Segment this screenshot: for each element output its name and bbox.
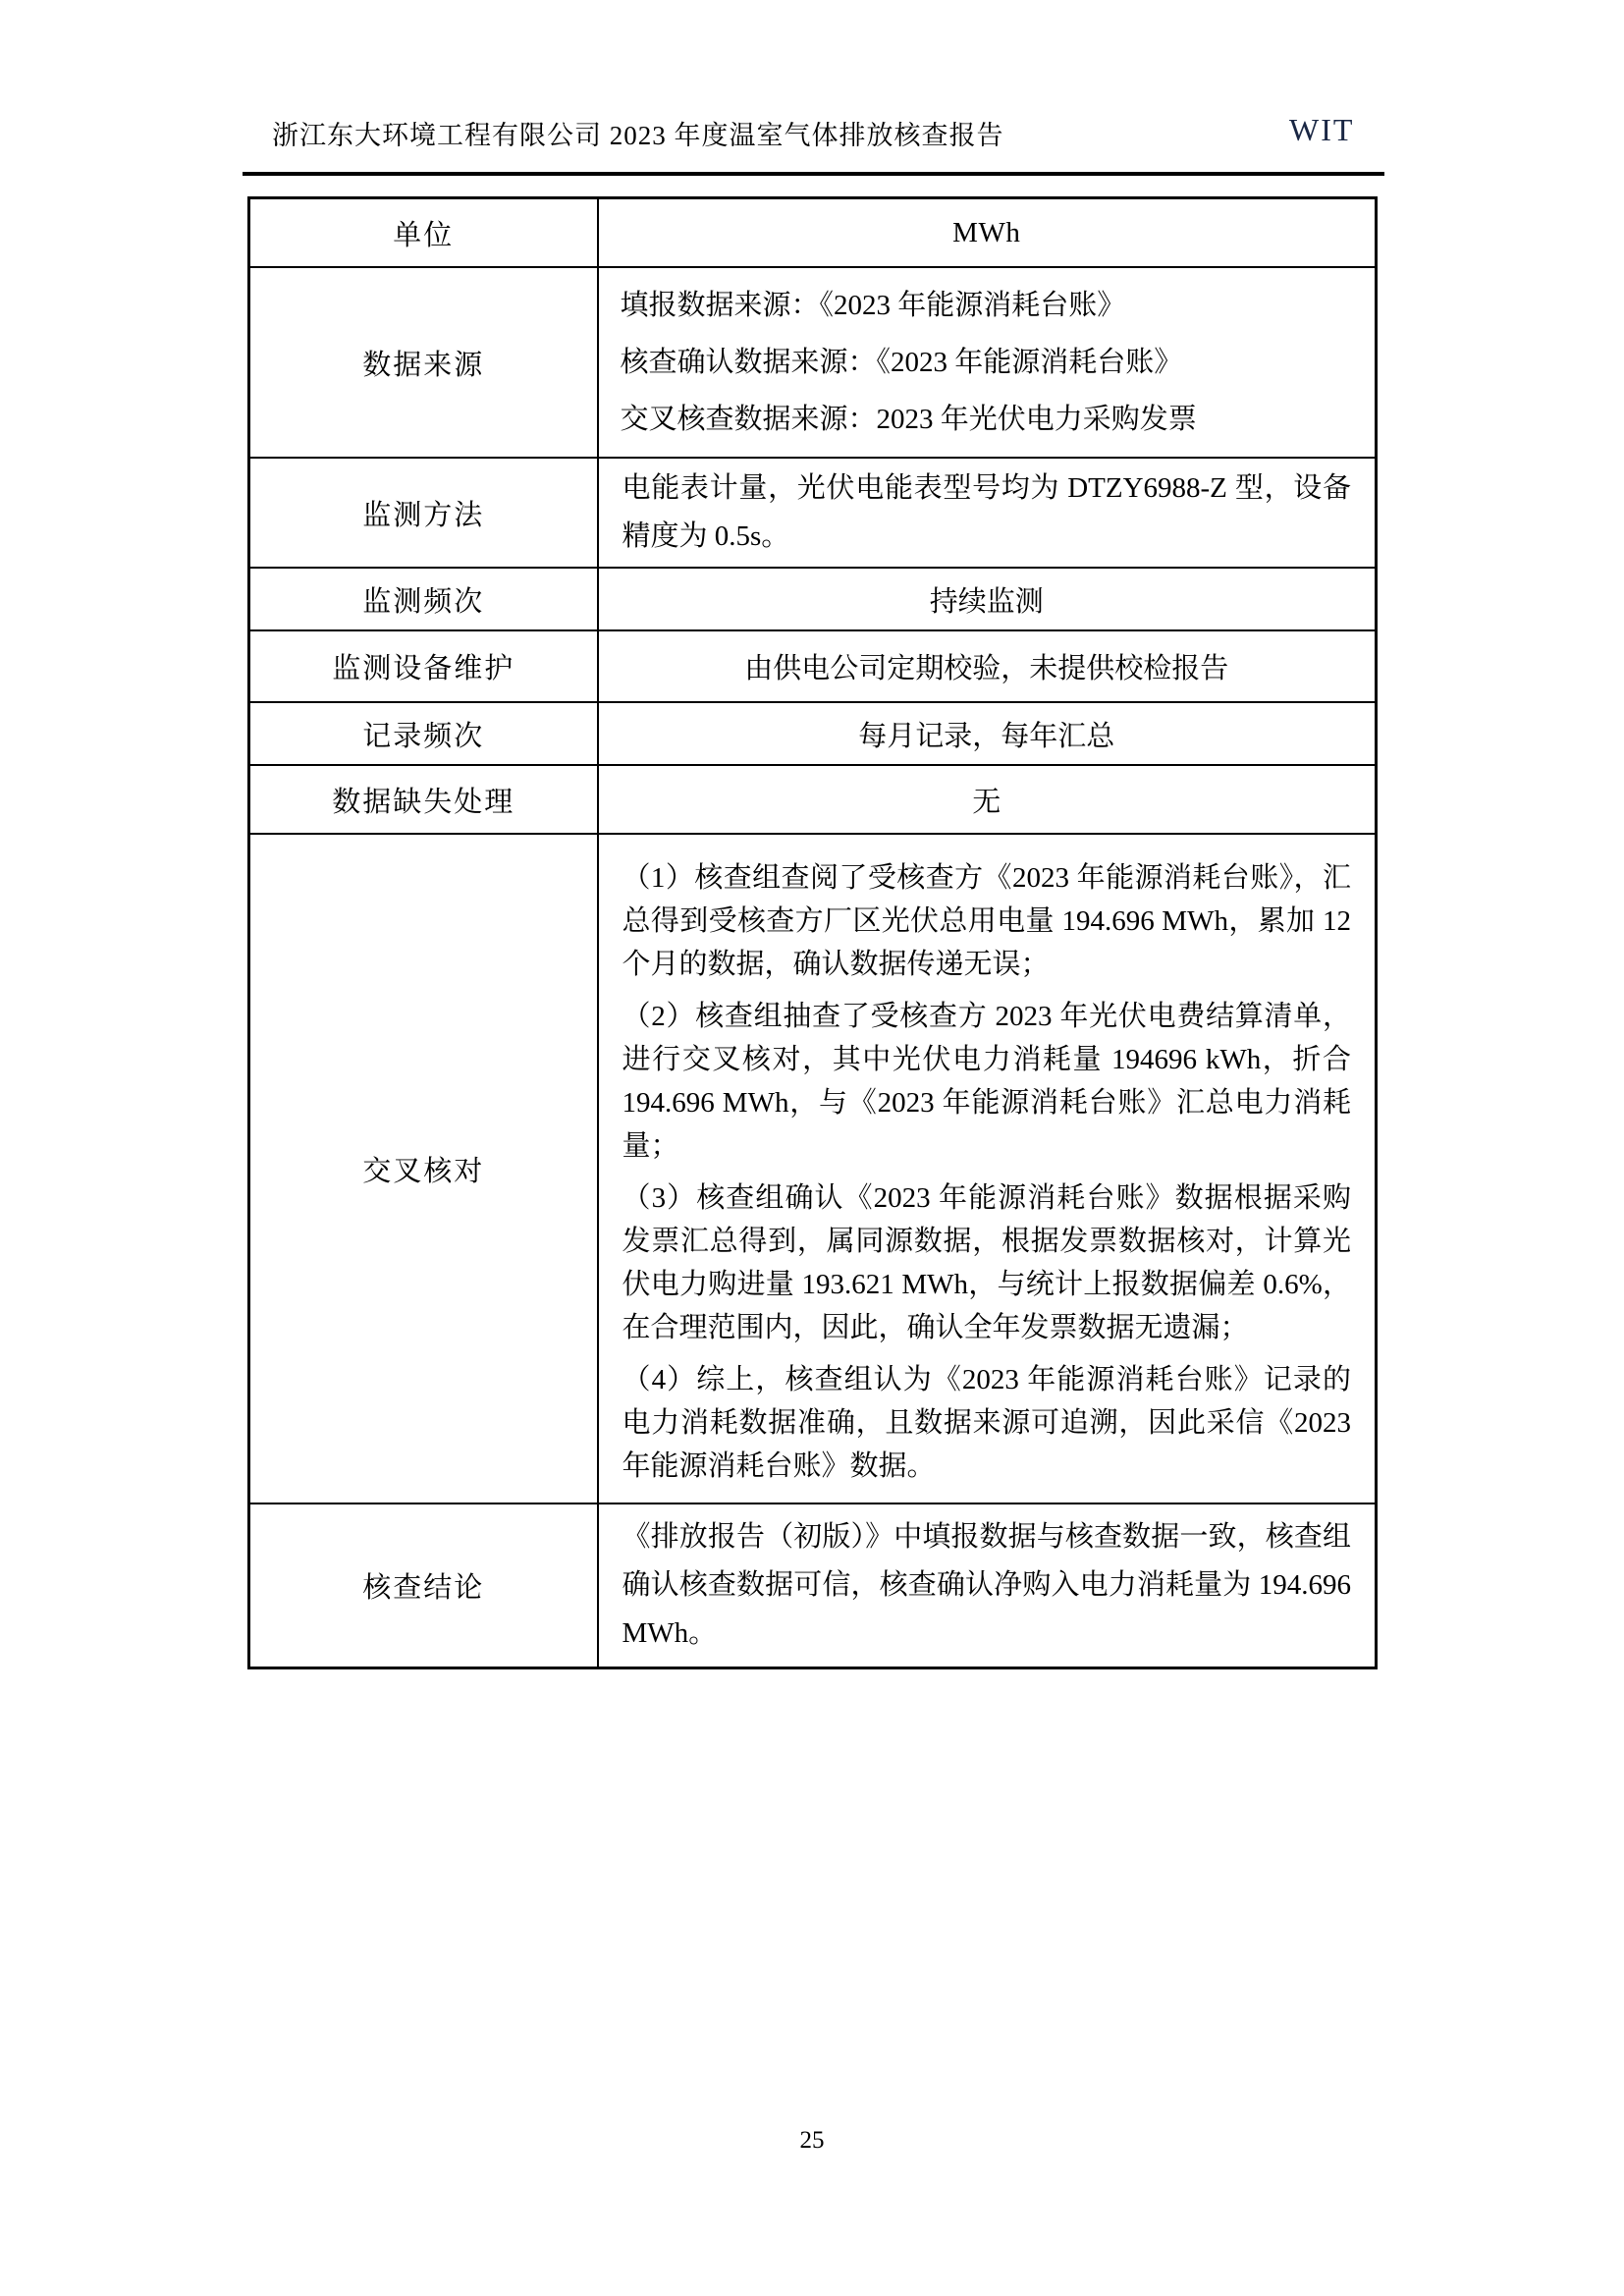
row-value-monitoring-frequency: 持续监测 bbox=[598, 568, 1377, 630]
table-row-cross-check bbox=[249, 834, 1377, 1503]
row-label-monitoring-frequency: 监测频次 bbox=[249, 568, 598, 630]
cross-check-paragraph: （3）核查组确认《2023 年能源消耗台账》数据根据采购发票汇总得到，属同源数据，根据发票数据核对，计算光伏电力购进量 193.621 MWh，与统计上报数据偏差 0.6%，在合理范围内，因此，确认全年发票数据无遗漏； bbox=[622, 1181, 1351, 1343]
row-label-unit: 单位 bbox=[249, 198, 598, 268]
row-label-record-frequency: 记录频次 bbox=[249, 702, 598, 765]
cross-check-paragraph: （2）核查组抽查了受核查方 2023 年光伏电费结算清单，进行交叉核对，其中光伏电力消耗量 194696 kWh，折合 194.696 MWh，与《2023 年能源消耗台账》汇总电力消耗量； bbox=[622, 1000, 1351, 1162]
cross-check-paragraph: （1）核查组查阅了受核查方《2023 年能源消耗台账》，汇总得到受核查方厂区光伏总用电量 194.696 MWh，累加 12 个月的数据，确认数据传递无误； bbox=[622, 861, 1351, 980]
row-value-monitoring-method: 电能表计量，光伏电能表型号均为 DTZY6988-Z 型，设备精度为 0.5s。 bbox=[598, 458, 1377, 568]
table-row-missing-data-handling bbox=[249, 765, 1377, 834]
report-header-title: 浙江东大环境工程有限公司 2023 年度温室气体排放核查报告 bbox=[272, 121, 1004, 150]
data-source-line: 核查确认数据来源：《2023 年能源消耗台账》 bbox=[620, 347, 1183, 378]
row-value-equipment-maintenance: 由供电公司定期校验，未提供校检报告 bbox=[598, 630, 1377, 702]
data-source-line: 交叉核查数据来源：2023 年光伏电力采购发票 bbox=[620, 404, 1197, 435]
row-label-monitoring-method: 监测方法 bbox=[249, 458, 598, 568]
table-row-data-source bbox=[249, 267, 1377, 458]
row-value-missing-data-handling: 无 bbox=[598, 765, 1377, 834]
row-label-verification-conclusion: 核查结论 bbox=[249, 1503, 598, 1668]
cross-check-paragraph: （4）综上，核查组认为《2023 年能源消耗台账》记录的电力消耗数据准确，且数据来源可追溯，因此采信《2023 年能源消耗台账》数据。 bbox=[622, 1363, 1351, 1482]
row-label-equipment-maintenance: 监测设备维护 bbox=[249, 630, 598, 702]
row-label-missing-data-handling: 数据缺失处理 bbox=[249, 765, 598, 834]
row-value-cross-check bbox=[598, 834, 1377, 1503]
table-row-monitoring-method bbox=[249, 458, 1377, 568]
page-number: 25 bbox=[799, 2127, 825, 2154]
row-label-data-source: 数据来源 bbox=[249, 267, 598, 458]
table-row-equipment-maintenance bbox=[249, 630, 1377, 702]
header-divider bbox=[243, 172, 1384, 176]
row-value-data-source bbox=[598, 267, 1377, 458]
table-row-record-frequency bbox=[249, 702, 1377, 765]
row-label-cross-check: 交叉核对 bbox=[249, 834, 598, 1503]
verification-table bbox=[247, 196, 1378, 1669]
row-value-record-frequency: 每月记录，每年汇总 bbox=[598, 702, 1377, 765]
table-row-monitoring-frequency bbox=[249, 568, 1377, 630]
wit-logo: WIT bbox=[1289, 112, 1355, 147]
data-source-line: 填报数据来源：《2023 年能源消耗台账》 bbox=[620, 290, 1126, 321]
table-row-unit bbox=[249, 198, 1377, 268]
table-row-verification-conclusion bbox=[249, 1503, 1377, 1668]
row-value-verification-conclusion: 《排放报告（初版）》中填报数据与核查数据一致，核查组确认核查数据可信，核查确认净购入电力消耗量为 194.696 MWh。 bbox=[598, 1503, 1377, 1668]
row-value-unit: MWh bbox=[598, 198, 1377, 268]
